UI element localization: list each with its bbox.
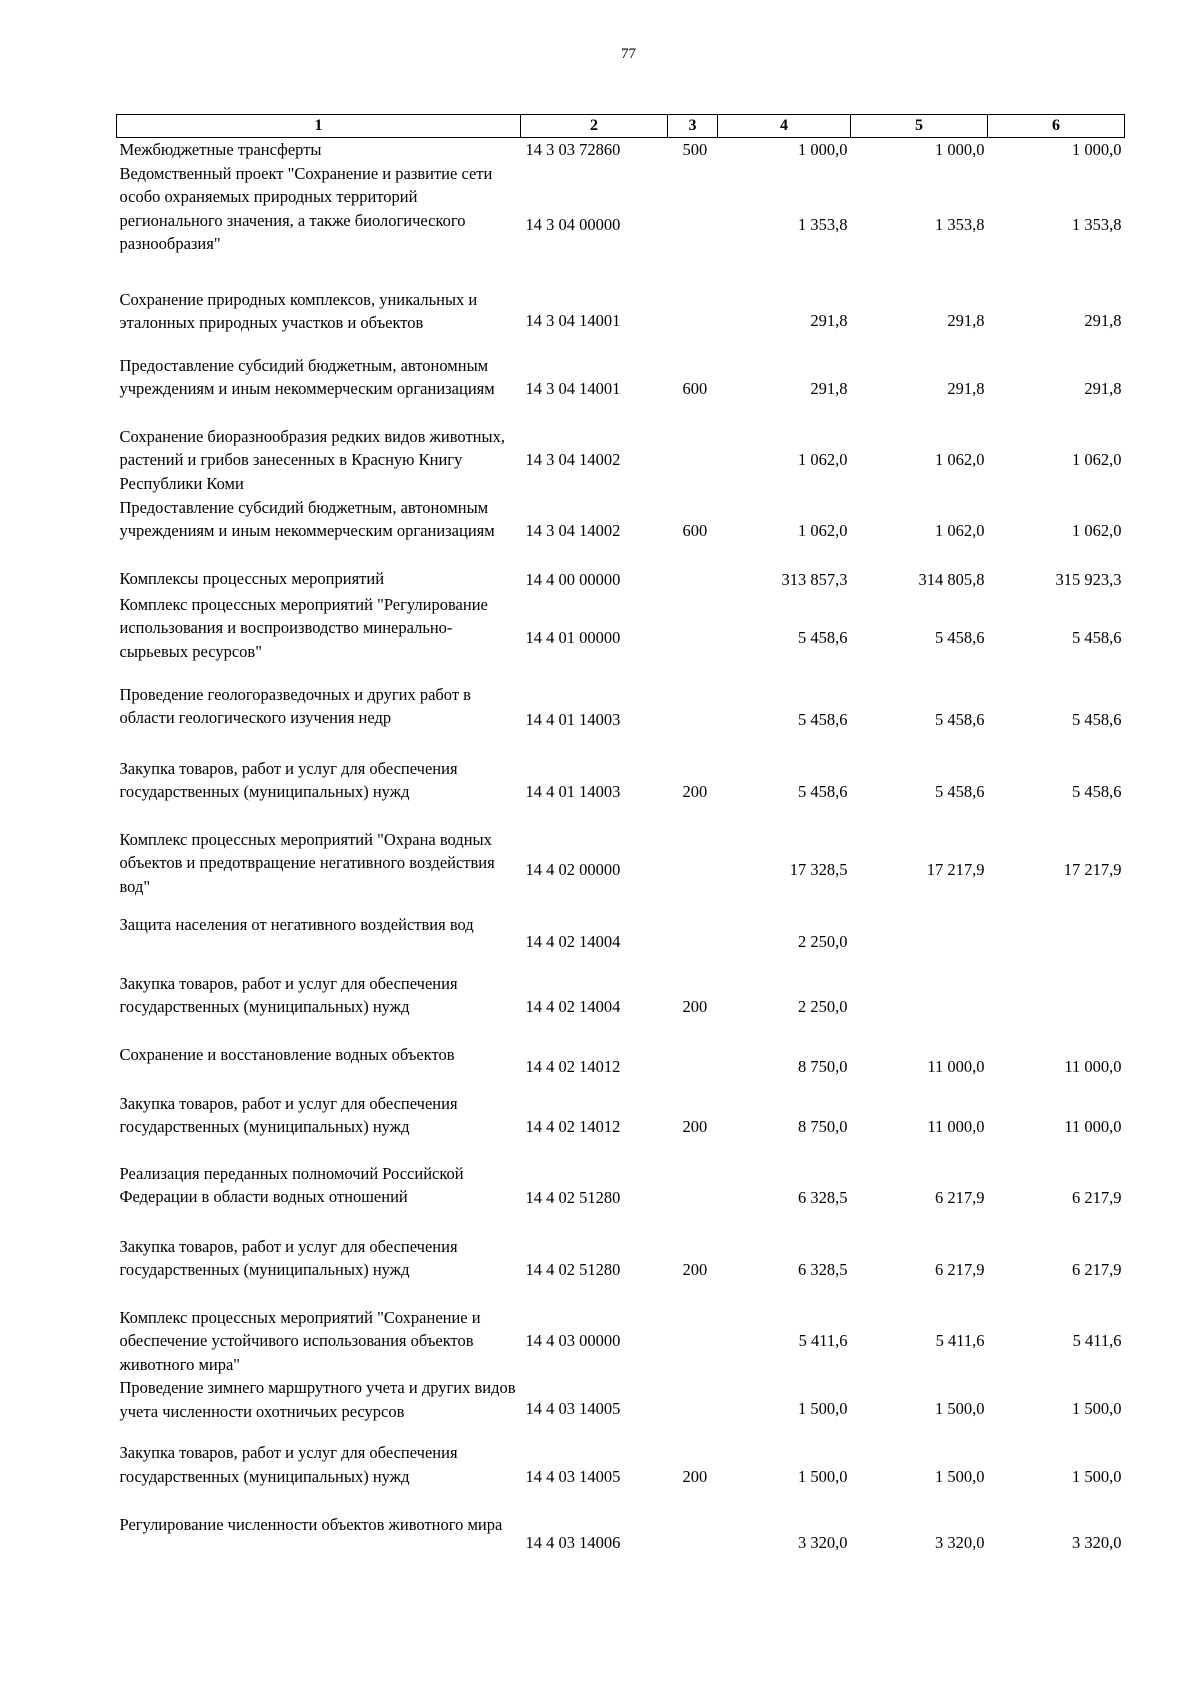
- row-value-year-2: 1 062,0: [935, 521, 985, 541]
- row-expense-type: [668, 593, 718, 683]
- row-value-year-2: [851, 972, 988, 1043]
- row-value-year-3: 1 500,0: [1072, 1398, 1122, 1418]
- row-code: 14 4 03 14005: [525, 1398, 621, 1418]
- table-row: [117, 1235, 1125, 1306]
- row-name: Предоставление субсидий бюджетным, автономным учреждениям и иным некоммерческим организациям: [119, 497, 495, 540]
- row-expense-type: [668, 1306, 718, 1377]
- row-value-year-1: 291,8: [810, 379, 848, 399]
- row-code: 14 4 01 00000: [525, 627, 621, 647]
- row-expense-type: 200: [682, 782, 708, 802]
- row-code: 14 3 04 00000: [525, 214, 621, 234]
- row-expense-type: [668, 162, 718, 288]
- row-value-year-3: [988, 972, 1125, 1043]
- table-row: [117, 972, 1125, 1043]
- header-col-3: 3: [668, 115, 718, 138]
- row-code: 14 4 02 00000: [525, 860, 621, 880]
- row-name: Проведение зимнего маршрутного учета и других видов учета численности охотничьих ресурсов: [119, 1378, 516, 1421]
- row-value-year-1: 8 750,0: [798, 1116, 848, 1136]
- row-expense-type: 500: [682, 140, 708, 159]
- row-value-year-1: 2 250,0: [798, 932, 848, 952]
- table-row: [117, 288, 1125, 354]
- row-name: Комплекс процессных мероприятий "Сохранение и обеспечение устойчивого использования объектов животного мира": [119, 1307, 481, 1374]
- table-row: [117, 593, 1125, 683]
- row-value-year-1: 17 328,5: [789, 860, 848, 880]
- header-col-6: 6: [988, 115, 1125, 138]
- row-code: 14 4 02 51280: [525, 1188, 621, 1208]
- row-value-year-3: 291,8: [1084, 310, 1122, 330]
- budget-table: [116, 114, 1125, 1573]
- table-row: [117, 828, 1125, 913]
- row-name: Проведение геологоразведочных и других работ в области геологического изучения недр: [119, 684, 471, 727]
- row-expense-type: [668, 567, 718, 593]
- row-value-year-3: 11 000,0: [1064, 1057, 1122, 1077]
- row-expense-type: [668, 913, 718, 972]
- row-value-year-3: 1 062,0: [1072, 521, 1122, 541]
- table-body: [117, 138, 1125, 1574]
- row-value-year-1: 291,8: [810, 310, 848, 330]
- row-value-year-2: 5 458,6: [935, 782, 985, 802]
- row-value-year-2: 291,8: [947, 379, 985, 399]
- row-value-year-2: 3 320,0: [935, 1533, 985, 1553]
- row-value-year-2: 17 217,9: [926, 860, 985, 880]
- table-header: [117, 115, 1125, 138]
- row-name: Регулирование численности объектов животного мира: [119, 1515, 503, 1534]
- row-value-year-1: 1 500,0: [798, 1398, 848, 1418]
- row-code: 14 3 04 14002: [525, 450, 621, 470]
- table-row: [117, 1043, 1125, 1092]
- row-value-year-2: 1 500,0: [935, 1467, 985, 1487]
- row-value-year-1: 313 857,3: [781, 569, 848, 589]
- row-code: 14 3 04 14002: [525, 521, 621, 541]
- row-name: Реализация переданных полномочий Российской Федерации в области водных отношений: [119, 1163, 464, 1206]
- row-value-year-2: 5 458,6: [935, 709, 985, 729]
- row-name: Сохранение природных комплексов, уникальных и эталонных природных участков и объектов: [119, 289, 478, 332]
- row-code: 14 4 01 14003: [525, 709, 621, 729]
- page-number: 77: [621, 46, 636, 62]
- row-expense-type: [668, 828, 718, 913]
- table-row: [117, 1513, 1125, 1573]
- row-expense-type: [668, 425, 718, 496]
- row-code: 14 4 01 14003: [525, 782, 621, 802]
- row-value-year-3: 3 320,0: [1072, 1533, 1122, 1553]
- row-value-year-3: [988, 913, 1125, 972]
- row-value-year-3: 5 458,6: [1072, 627, 1122, 647]
- row-value-year-2: 11 000,0: [927, 1116, 985, 1136]
- table-row: [117, 567, 1125, 593]
- row-value-year-3: 1 062,0: [1072, 450, 1122, 470]
- row-name: Межбюджетные трансферты: [119, 140, 322, 159]
- row-value-year-2: 1 500,0: [935, 1398, 985, 1418]
- row-code: 14 4 02 14004: [525, 932, 621, 952]
- row-value-year-3: 5 458,6: [1072, 709, 1122, 729]
- row-expense-type: [668, 683, 718, 757]
- row-name: Комплексы процессных мероприятий: [119, 568, 385, 588]
- row-name: Сохранение биоразнообразия редких видов животных, растений и грибов занесенных в Красную Книгу Республики Коми: [119, 426, 505, 493]
- row-value-year-1: 6 328,5: [798, 1188, 848, 1208]
- row-value-year-1: 5 411,6: [798, 1331, 848, 1350]
- row-expense-type: 200: [682, 997, 708, 1017]
- row-value-year-2: 1 062,0: [935, 450, 985, 470]
- table-row: [117, 1441, 1125, 1513]
- table-row: [117, 683, 1125, 757]
- row-expense-type: 200: [682, 1116, 708, 1136]
- row-value-year-3: 6 217,9: [1072, 1188, 1122, 1208]
- row-value-year-2: 5 458,6: [935, 627, 985, 647]
- row-value-year-1: 6 328,5: [798, 1260, 848, 1280]
- row-code: 14 3 04 14001: [525, 310, 621, 330]
- row-code: 14 4 03 14005: [525, 1467, 621, 1487]
- row-value-year-2: 11 000,0: [927, 1057, 985, 1077]
- row-expense-type: [668, 1043, 718, 1092]
- row-value-year-1: 5 458,6: [798, 627, 848, 647]
- row-value-year-1: 5 458,6: [798, 709, 848, 729]
- row-name: Закупка товаров, работ и услуг для обеспечения государственных (муниципальных) нужд: [119, 758, 458, 801]
- row-value-year-3: 1 500,0: [1072, 1467, 1122, 1487]
- row-value-year-1: 1 353,8: [798, 214, 848, 234]
- row-expense-type: [668, 1376, 718, 1441]
- table-row: [117, 354, 1125, 425]
- row-value-year-1: 3 320,0: [798, 1533, 848, 1553]
- row-code: 14 4 02 14004: [525, 997, 621, 1017]
- row-expense-type: [668, 1162, 718, 1235]
- table-row: [117, 138, 1125, 162]
- row-value-year-1: 1 062,0: [798, 521, 848, 541]
- row-value-year-3: 315 923,3: [1055, 569, 1122, 589]
- table-row: [117, 913, 1125, 972]
- row-value-year-3: 1 000,0: [1072, 140, 1122, 159]
- row-value-year-1: 8 750,0: [798, 1057, 848, 1077]
- table-row: [117, 425, 1125, 496]
- row-name: Закупка товаров, работ и услуг для обеспечения государственных (муниципальных) нужд: [119, 973, 458, 1016]
- table-row: [117, 496, 1125, 567]
- row-value-year-1: 1 062,0: [798, 450, 848, 470]
- row-code: 14 4 03 14006: [525, 1533, 621, 1553]
- row-value-year-1: 1 000,0: [798, 140, 848, 159]
- row-code: 14 3 04 14001: [525, 379, 621, 399]
- header-col-4: 4: [718, 115, 851, 138]
- table-row: [117, 757, 1125, 828]
- row-name: Закупка товаров, работ и услуг для обеспечения государственных (муниципальных) нужд: [119, 1443, 458, 1486]
- table-row: [117, 1306, 1125, 1377]
- row-code: 14 4 02 14012: [525, 1057, 621, 1077]
- row-value-year-1: 2 250,0: [798, 997, 848, 1017]
- row-code: 14 4 02 51280: [525, 1260, 621, 1280]
- row-value-year-3: 6 217,9: [1072, 1260, 1122, 1280]
- row-code: 14 4 03 00000: [525, 1331, 621, 1350]
- row-value-year-2: 6 217,9: [935, 1260, 985, 1280]
- row-expense-type: 600: [682, 379, 708, 399]
- row-value-year-3: 291,8: [1084, 379, 1122, 399]
- row-name: Комплекс процессных мероприятий "Регулирование использования и воспроизводство минерально-сырьевых ресурсов": [119, 594, 488, 661]
- table-row: [117, 1376, 1125, 1441]
- row-expense-type: [668, 1513, 718, 1573]
- row-value-year-2: 291,8: [947, 310, 985, 330]
- row-code: 14 3 03 72860: [525, 140, 621, 159]
- row-name: Защита населения от негативного воздействия вод: [119, 914, 474, 934]
- row-value-year-3: 11 000,0: [1064, 1116, 1122, 1136]
- row-expense-type: 600: [682, 521, 708, 541]
- row-expense-type: 200: [682, 1467, 708, 1487]
- table-row: [117, 162, 1125, 288]
- header-row: [117, 115, 1125, 138]
- row-value-year-2: 1 000,0: [935, 140, 985, 159]
- row-name: Предоставление субсидий бюджетным, автономным учреждениям и иным некоммерческим организациям: [119, 355, 495, 398]
- row-expense-type: 200: [682, 1260, 708, 1280]
- header-col-2: 2: [521, 115, 668, 138]
- row-name: Сохранение и восстановление водных объектов: [119, 1044, 455, 1064]
- row-name: Ведомственный проект "Сохранение и развитие сети особо охраняемых природных территорий регионального значения, а также биологического разнообразия": [119, 163, 493, 253]
- row-name: Закупка товаров, работ и услуг для обеспечения государственных (муниципальных) нужд: [119, 1093, 458, 1136]
- row-value-year-3: 17 217,9: [1063, 860, 1122, 880]
- row-name: Закупка товаров, работ и услуг для обеспечения государственных (муниципальных) нужд: [119, 1236, 458, 1279]
- table-row: [117, 1092, 1125, 1162]
- row-code: 14 4 00 00000: [525, 569, 621, 589]
- row-value-year-2: 6 217,9: [935, 1188, 985, 1208]
- row-expense-type: [668, 288, 718, 354]
- row-value-year-1: 1 500,0: [798, 1467, 848, 1487]
- header-col-1: 1: [117, 115, 521, 138]
- row-value-year-3: 5 458,6: [1072, 782, 1122, 802]
- row-value-year-3: 5 411,6: [1072, 1331, 1122, 1350]
- row-value-year-1: 5 458,6: [798, 782, 848, 802]
- row-code: 14 4 02 14012: [525, 1116, 621, 1136]
- row-value-year-2: 314 805,8: [918, 569, 985, 589]
- table-row: [117, 1162, 1125, 1235]
- row-value-year-3: 1 353,8: [1072, 214, 1122, 234]
- row-value-year-2: 1 353,8: [935, 214, 985, 234]
- header-col-5: 5: [851, 115, 988, 138]
- row-value-year-2: 5 411,6: [935, 1331, 985, 1350]
- row-value-year-2: [851, 913, 988, 972]
- row-name: Комплекс процессных мероприятий "Охрана водных объектов и предотвращение негативного воздействия вод": [119, 829, 495, 896]
